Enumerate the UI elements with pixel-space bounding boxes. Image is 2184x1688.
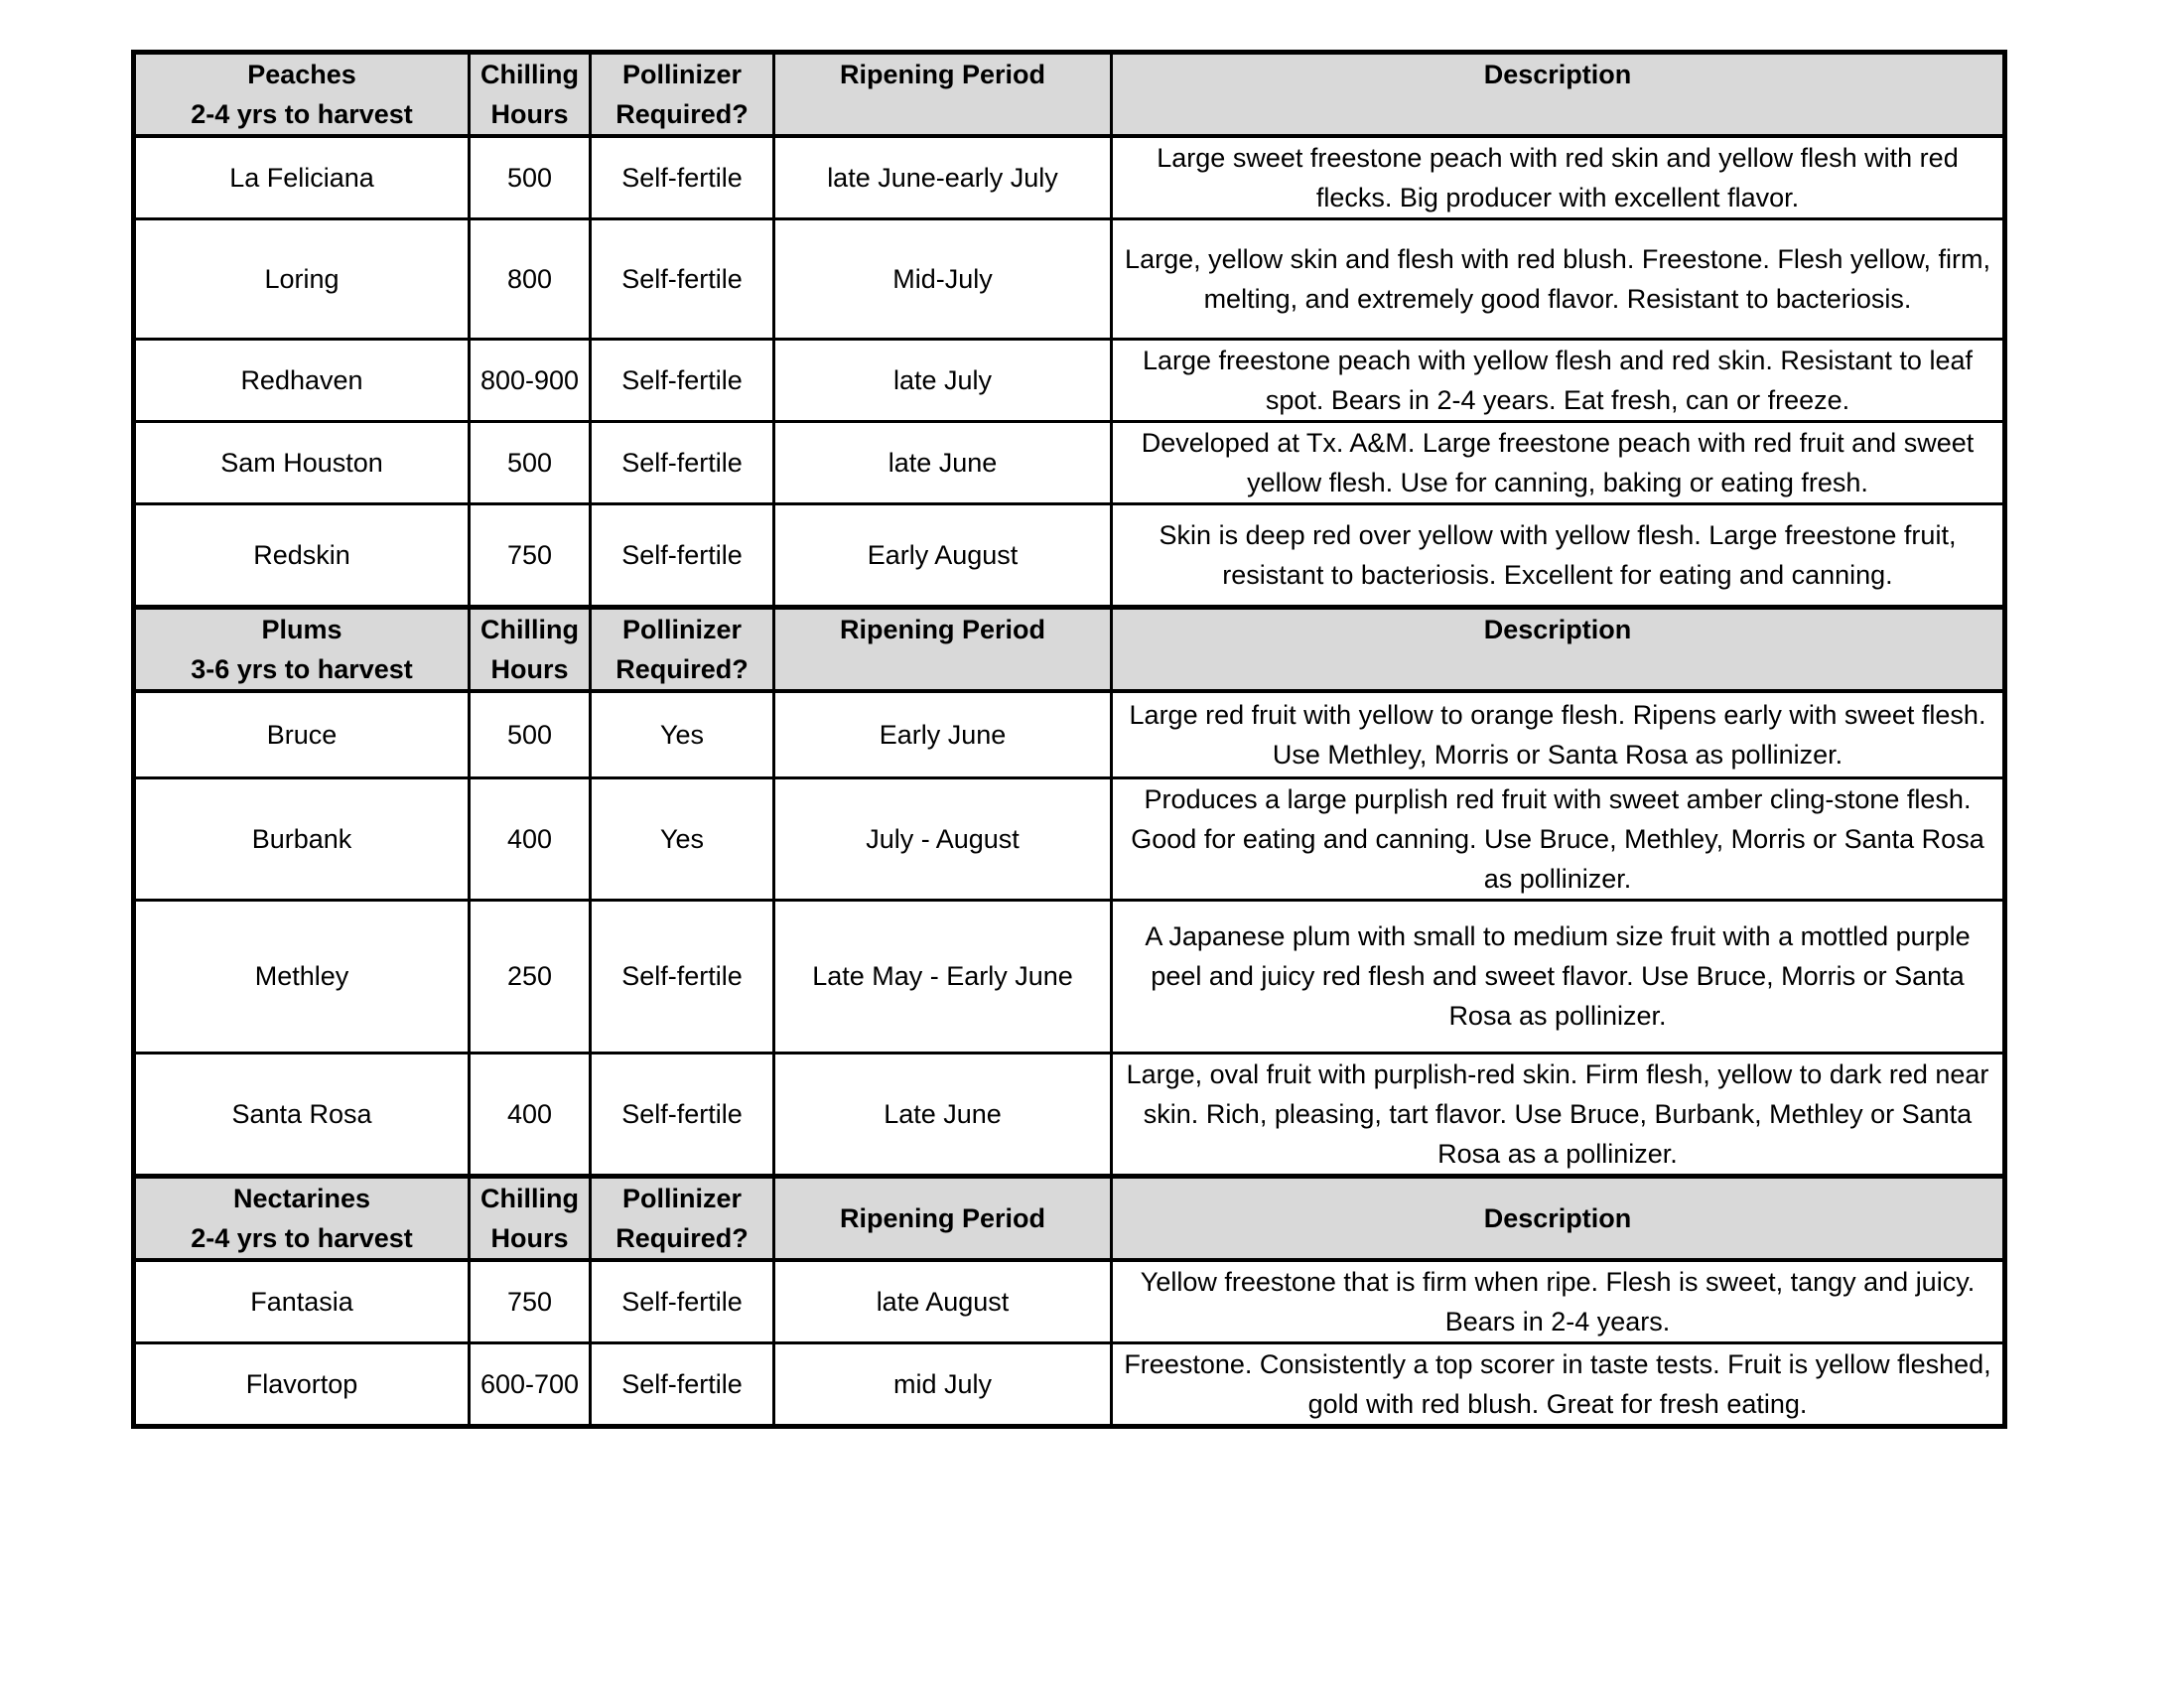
ripening-period-cell: Mid-July (774, 219, 1112, 340)
harvest-time-heading: 3-6 yrs to harvest (191, 654, 413, 684)
chilling-hours-cell: 500 (470, 136, 591, 219)
pollinizer-cell: Yes (591, 691, 774, 777)
chilling-heading-line2: Hours (490, 1222, 569, 1253)
pollinizer-cell: Self-fertile (591, 1053, 774, 1176)
chilling-heading-line1: Chilling (480, 615, 579, 644)
fruit-variety-table (131, 50, 2007, 1429)
chilling-hours-cell: 400 (470, 1053, 591, 1176)
variety-name-cell: Loring (134, 219, 470, 340)
fruit-header-cell (134, 608, 470, 692)
table-row (134, 900, 2005, 1053)
ripening-header-cell: Ripening Period (774, 1176, 1112, 1260)
description-header-cell: Description (1112, 1176, 2005, 1260)
fruit-name-heading: Nectarines (232, 1183, 371, 1213)
chilling-hours-cell: 250 (470, 900, 591, 1053)
ripening-header-cell: Ripening Period (774, 53, 1112, 137)
ripening-period-cell: late July (774, 340, 1112, 422)
table-row (134, 504, 2005, 608)
chilling-heading-line2: Hours (490, 654, 569, 684)
variety-name-cell: Sam Houston (134, 422, 470, 504)
pollinizer-heading-line2: Required? (615, 99, 749, 129)
description-header-cell: Description (1112, 53, 2005, 137)
pollinizer-cell: Self-fertile (591, 1342, 774, 1426)
variety-name-cell: Santa Rosa (134, 1053, 470, 1176)
table-row (134, 1053, 2005, 1176)
pollinizer-cell: Self-fertile (591, 219, 774, 340)
description-header-cell: Description (1112, 608, 2005, 692)
variety-name-cell: Methley (134, 900, 470, 1053)
ripening-period-cell: Late May - Early June (774, 900, 1112, 1053)
variety-name-cell: La Feliciana (134, 136, 470, 219)
variety-name-cell: Redhaven (134, 340, 470, 422)
harvest-time-heading: 2-4 yrs to harvest (191, 99, 413, 129)
table-row (134, 340, 2005, 422)
table-row (134, 136, 2005, 219)
ripening-period-cell: Early June (774, 691, 1112, 777)
pollinizer-heading-line1: Pollinizer (621, 615, 743, 644)
description-cell: Large sweet freestone peach with red skin and yellow flesh with red flecks. Big producer with excellent flavor. (1112, 136, 2005, 219)
pollinizer-cell: Self-fertile (591, 1260, 774, 1343)
pollinizer-header-cell (591, 1176, 774, 1260)
pollinizer-heading-line2: Required? (615, 654, 749, 684)
chilling-heading-line1: Chilling (480, 60, 579, 89)
ripening-period-cell: Early August (774, 504, 1112, 608)
chilling-heading-line2: Hours (490, 99, 569, 129)
chilling-hours-cell: 500 (470, 691, 591, 777)
ripening-period-cell: late August (774, 1260, 1112, 1343)
table-row (134, 1342, 2005, 1426)
chilling-hours-cell: 800 (470, 219, 591, 340)
description-cell: A Japanese plum with small to medium size fruit with a mottled purple peel and juicy red flesh and sweet flavor. Use Bruce, Morris or Santa Rosa as pollinizer. (1112, 900, 2005, 1053)
chilling-hours-cell: 600-700 (470, 1342, 591, 1426)
pollinizer-header-cell (591, 53, 774, 137)
table-row (134, 422, 2005, 504)
pollinizer-cell: Self-fertile (591, 422, 774, 504)
variety-name-cell: Flavortop (134, 1342, 470, 1426)
chilling-hours-cell: 750 (470, 504, 591, 608)
description-cell: Large freestone peach with yellow flesh and red skin. Resistant to leaf spot. Bears in 2-4 years. Eat fresh, can or freeze. (1112, 340, 2005, 422)
description-cell: Large, oval fruit with purplish-red skin. Firm flesh, yellow to dark red near skin. Rich, pleasing, tart flavor. Use Bruce, Burbank, Methley or Santa Rosa as a pollinizer. (1112, 1053, 2005, 1176)
table-row (134, 691, 2005, 777)
ripening-period-cell: Late June (774, 1053, 1112, 1176)
description-cell: Large red fruit with yellow to orange flesh. Ripens early with sweet flesh. Use Methley, Morris or Santa Rosa as pollinizer. (1112, 691, 2005, 777)
fruit-name-heading: Plums (261, 615, 342, 644)
pollinizer-heading-line1: Pollinizer (621, 1183, 743, 1213)
ripening-period-cell: late June-early July (774, 136, 1112, 219)
pollinizer-heading-line1: Pollinizer (621, 60, 743, 89)
chilling-header-cell (470, 608, 591, 692)
section-header-peaches (134, 53, 2005, 137)
chilling-hours-cell: 500 (470, 422, 591, 504)
harvest-time-heading: 2-4 yrs to harvest (191, 1222, 413, 1253)
chilling-hours-cell: 750 (470, 1260, 591, 1343)
table-row (134, 1260, 2005, 1343)
description-cell: Large, yellow skin and flesh with red blush. Freestone. Flesh yellow, firm, melting, and extremely good flavor. Resistant to bacteriosis. (1112, 219, 2005, 340)
fruit-header-cell (134, 1176, 470, 1260)
chilling-header-cell (470, 53, 591, 137)
variety-name-cell: Burbank (134, 777, 470, 900)
chilling-hours-cell: 400 (470, 777, 591, 900)
fruit-header-cell (134, 53, 470, 137)
ripening-period-cell: July - August (774, 777, 1112, 900)
variety-name-cell: Bruce (134, 691, 470, 777)
chilling-header-cell (470, 1176, 591, 1260)
description-cell: Skin is deep red over yellow with yellow flesh. Large freestone fruit, resistant to bacteriosis. Excellent for eating and canning. (1112, 504, 2005, 608)
ripening-header-cell: Ripening Period (774, 608, 1112, 692)
table-row (134, 219, 2005, 340)
fruit-name-heading: Peaches (247, 60, 356, 89)
description-cell: Freestone. Consistently a top scorer in taste tests. Fruit is yellow fleshed, gold with red blush. Great for fresh eating. (1112, 1342, 2005, 1426)
section-header-nectarines (134, 1176, 2005, 1260)
description-cell: Developed at Tx. A&M. Large freestone peach with red fruit and sweet yellow flesh. Use for canning, baking or eating fresh. (1112, 422, 2005, 504)
pollinizer-cell: Self-fertile (591, 504, 774, 608)
description-cell: Produces a large purplish red fruit with sweet amber cling-stone flesh. Good for eating and canning. Use Bruce, Methley, Morris or Santa Rosa as pollinizer. (1112, 777, 2005, 900)
ripening-period-cell: mid July (774, 1342, 1112, 1426)
section-header-plums (134, 608, 2005, 692)
pollinizer-cell: Self-fertile (591, 136, 774, 219)
description-cell: Yellow freestone that is firm when ripe. Flesh is sweet, tangy and juicy. Bears in 2-4 years. (1112, 1260, 2005, 1343)
variety-name-cell: Fantasia (134, 1260, 470, 1343)
pollinizer-heading-line2: Required? (615, 1222, 749, 1253)
chilling-hours-cell: 800-900 (470, 340, 591, 422)
pollinizer-cell: Self-fertile (591, 340, 774, 422)
pollinizer-cell: Yes (591, 777, 774, 900)
table-row (134, 777, 2005, 900)
chilling-heading-line1: Chilling (480, 1183, 579, 1213)
pollinizer-header-cell (591, 608, 774, 692)
ripening-period-cell: late June (774, 422, 1112, 504)
pollinizer-cell: Self-fertile (591, 900, 774, 1053)
variety-name-cell: Redskin (134, 504, 470, 608)
